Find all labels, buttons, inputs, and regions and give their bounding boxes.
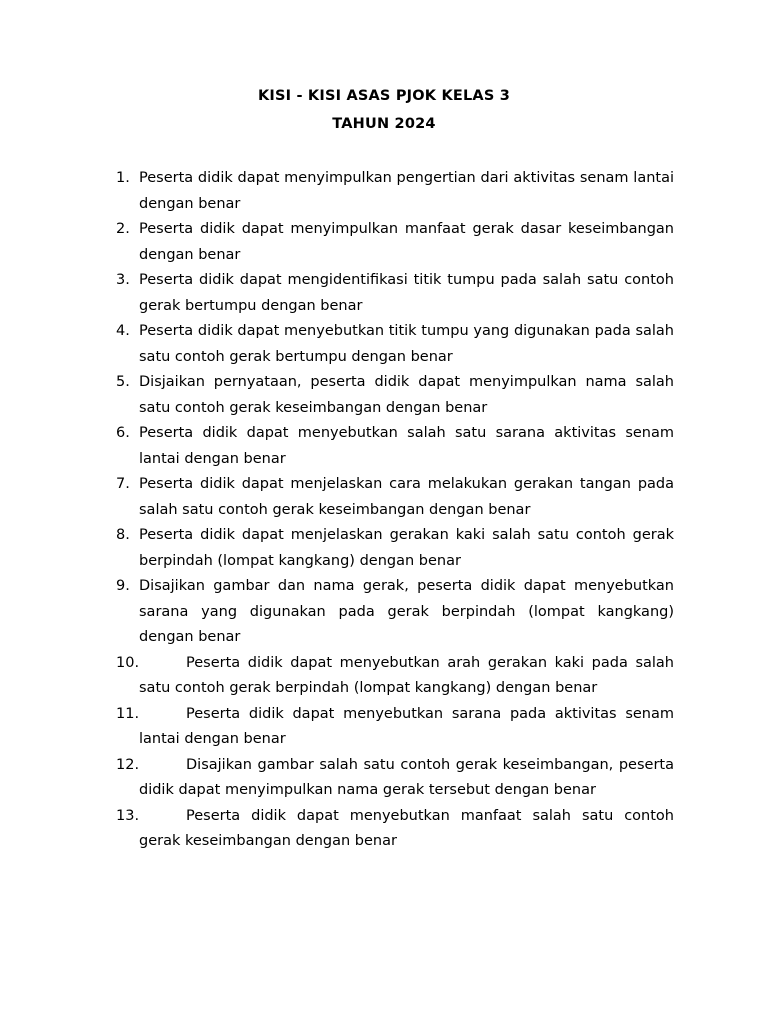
list-item-text-wrap — [139, 702, 674, 753]
list-item — [116, 217, 674, 268]
list-item-text: Disajikan gambar salah satu contoh gerak keseimbangan, peserta didik dapat menyimpulkan nama gerak tersebut dengan benar — [139, 756, 674, 798]
list-item-number: 13. — [116, 807, 140, 824]
document-subtitle-year: TAHUN 2024 — [332, 116, 436, 132]
list-item — [116, 574, 674, 651]
list-item-number: 2. — [116, 221, 130, 237]
list-item — [116, 651, 674, 702]
list-item-text-wrap — [139, 804, 674, 855]
list-item-number: 3. — [116, 272, 130, 288]
list-item-text: Peserta didik dapat mengidentifikasi titik tumpu pada salah satu contoh gerak bertumpu dengan benar — [139, 272, 674, 314]
list-item-number: 11. — [116, 705, 140, 722]
list-item-text: Peserta didik dapat menyebutkan manfaat salah satu contoh gerak keseimbangan dengan benar — [139, 807, 674, 849]
list-item-number: 12. — [116, 756, 140, 773]
list-item — [116, 753, 674, 804]
list-item-text: Peserta didik dapat menyimpulkan manfaat gerak dasar keseimbangan dengan benar — [139, 221, 674, 263]
list-item-number: 6. — [116, 425, 130, 441]
list-item — [116, 523, 674, 574]
list-item-text: Peserta didik dapat menyimpulkan pengertian dari aktivitas senam lantai dengan benar — [139, 170, 674, 212]
list-item-text: Peserta didik dapat menyebutkan titik tumpu yang digunakan pada salah satu contoh gerak bertumpu dengan benar — [139, 323, 674, 365]
list-item — [116, 319, 674, 370]
document-title: KISI - KISI ASAS PJOK KELAS 3 — [257, 88, 511, 104]
list-item-text-wrap — [139, 651, 674, 702]
list-item-number: 7. — [116, 476, 130, 492]
list-item-text: Disajikan gambar dan nama gerak, peserta didik dapat menyebutkan sarana yang digunakan pada gerak berpindah (lompat kangkang) dengan benar — [139, 578, 674, 645]
list-item — [116, 702, 674, 753]
list-item-number: 5. — [116, 374, 130, 390]
list-item-number: 10. — [116, 654, 140, 671]
list-item-number: 8. — [116, 527, 130, 543]
list-item-text: Peserta didik dapat menjelaskan gerakan kaki salah satu contoh gerak berpindah (lompat kangkang) dengan benar — [139, 527, 674, 569]
list-item-text: Peserta didik dapat menyebutkan sarana pada aktivitas senam lantai dengan benar — [139, 705, 674, 747]
list-item — [116, 268, 674, 319]
numbered-list — [116, 166, 674, 855]
list-item-number: 9. — [116, 578, 130, 594]
list-item-number: 1. — [116, 170, 130, 186]
list-item — [116, 166, 674, 217]
list-item — [116, 421, 674, 472]
list-item — [116, 370, 674, 421]
list-item-text: Disjaikan pernyataan, peserta didik dapat menyimpulkan nama salah satu contoh gerak keseimbangan dengan benar — [139, 374, 674, 416]
list-item — [116, 804, 674, 855]
list-item-text: Peserta didik dapat menjelaskan cara melakukan gerakan tangan pada salah satu contoh gerak keseimbangan dengan benar — [139, 476, 674, 518]
list-item-number: 4. — [116, 323, 130, 339]
list-item — [116, 472, 674, 523]
list-item-text: Peserta didik dapat menyebutkan salah satu sarana aktivitas senam lantai dengan benar — [139, 425, 674, 467]
list-item-text: Peserta didik dapat menyebutkan arah gerakan kaki pada salah satu contoh gerak berpindah (lompat kangkang) dengan benar — [139, 654, 674, 696]
list-item-text-wrap — [139, 753, 674, 804]
